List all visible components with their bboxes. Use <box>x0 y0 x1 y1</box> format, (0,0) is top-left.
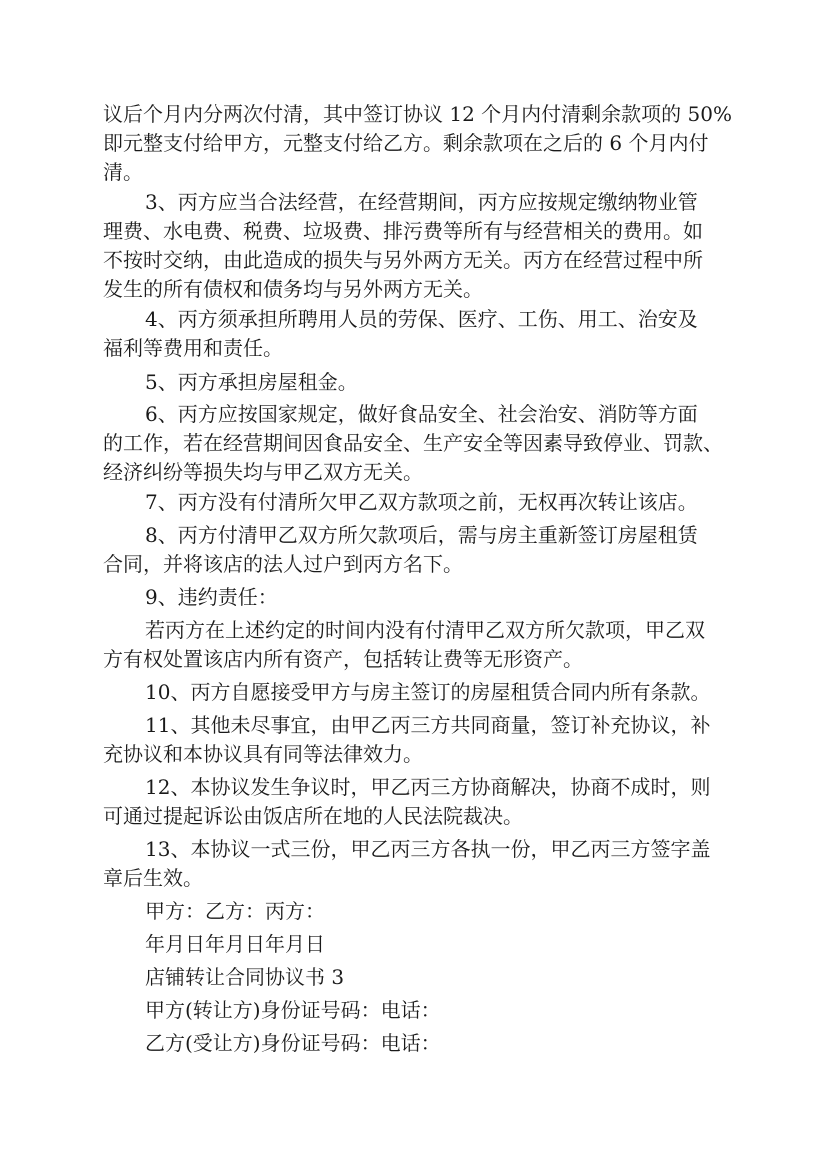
paragraph-line: 13、本协议一式三份，甲乙丙三方各执一份，甲乙丙三方签字盖 <box>145 837 711 861</box>
paragraph-line: 章后生效。 <box>103 866 203 890</box>
section-title: 店铺转让合同协议书 3 <box>145 965 345 989</box>
paragraph-line: 的工作，若在经营期间因食品安全、生产安全等因素导致停业、罚款、 <box>103 431 723 455</box>
paragraph-line: 4、丙方须承担所聘用人员的劳保、医疗、工伤、用工、治安及 <box>145 307 698 331</box>
paragraph-line: 8、丙方付清甲乙双方所欠款项后，需与房主重新签订房屋租赁 <box>145 523 698 547</box>
paragraph-line: 可通过提起诉讼由饭店所在地的人民法院裁决。 <box>103 804 523 828</box>
paragraph-line: 12、本协议发生争议时，甲乙丙三方协商解决，协商不成时，则 <box>145 775 711 799</box>
paragraph-line: 6、丙方应按国家规定，做好食品安全、社会治安、消防等方面 <box>145 402 698 426</box>
paragraph-line: 充协议和本协议具有同等法律效力。 <box>103 742 423 766</box>
paragraph-line: 议后个月内分两次付清，其中签订协议 12 个月内付清剩余款项的 50% <box>103 102 732 126</box>
paragraph-line: 发生的所有债权和债务均与另外两方无关。 <box>103 277 483 301</box>
paragraph-line: 7、丙方没有付清所欠甲乙双方款项之前，无权再次转让该店。 <box>145 490 698 514</box>
paragraph-line: 理费、水电费、税费、垃圾费、排污费等所有与经营相关的费用。如 <box>103 219 703 243</box>
paragraph-line: 清。 <box>103 160 143 184</box>
paragraph-line: 经济纠纷等损失均与甲乙双方无关。 <box>103 460 423 484</box>
paragraph-line: 9、违约责任： <box>145 585 278 609</box>
paragraph-line: 即元整支付给甲方，元整支付给乙方。剩余款项在之后的 6 个月内付 <box>103 131 709 155</box>
paragraph-line: 合同，并将该店的法人过户到丙方名下。 <box>103 552 463 576</box>
signature-dates: 年月日年月日年月日 <box>145 932 325 956</box>
party-a-info: 甲方(转让方)身份证号码：电话： <box>145 998 441 1022</box>
paragraph-line: 福利等费用和责任。 <box>103 336 283 360</box>
paragraph-line: 11、其他未尽事宜，由甲乙丙三方共同商量，签订补充协议，补 <box>145 713 711 737</box>
paragraph-line: 方有权处置该店内所有资产，包括转让费等无形资产。 <box>103 647 583 671</box>
party-b-info: 乙方(受让方)身份证号码：电话： <box>145 1031 441 1055</box>
paragraph-line: 3、丙方应当合法经营，在经营期间，丙方应按规定缴纳物业管 <box>145 190 698 214</box>
paragraph-line: 5、丙方承担房屋租金。 <box>145 370 358 394</box>
paragraph-line: 不按时交纳，由此造成的损失与另外两方无关。丙方在经营过程中所 <box>103 248 703 272</box>
paragraph-line: 10、丙方自愿接受甲方与房主签订的房屋租赁合同内所有条款。 <box>145 680 711 704</box>
paragraph-line: 若丙方在上述约定的时间内没有付清甲乙双方所欠款项，甲乙双 <box>145 618 705 642</box>
signature-parties: 甲方：乙方：丙方： <box>145 899 325 923</box>
